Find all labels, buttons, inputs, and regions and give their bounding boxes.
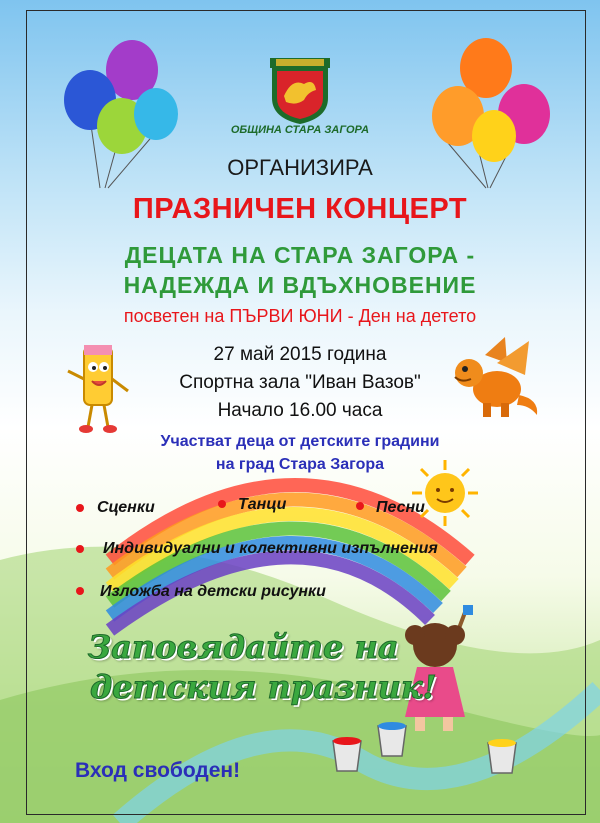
event-start-time: Начало 16.00 часа xyxy=(217,400,383,421)
welcome-line1: Заповядайте на xyxy=(88,628,399,666)
participants-line2: на град Стара Загора xyxy=(215,456,385,473)
program-item: Индивидуални и колективни изпълнения xyxy=(103,540,438,557)
free-entry-label: Вход свободен! xyxy=(75,759,241,782)
program-item: Танци xyxy=(238,496,287,513)
paint-bucket-icon xyxy=(327,733,367,773)
organization-name: ОБЩИНА СТАРА ЗАГОРА xyxy=(230,124,370,136)
crest-icon xyxy=(268,56,332,126)
participants-line1: Участват деца от детските градини xyxy=(160,433,440,450)
event-dedication: посветен на ПЪРВИ ЮНИ - Ден на детето xyxy=(123,306,477,326)
program-item: Сценки xyxy=(97,499,155,516)
welcome-line2: детския празник! xyxy=(90,668,437,706)
event-subtitle-line1: ДЕЦАТА НА СТАРА ЗАГОРА - xyxy=(124,242,476,268)
event-venue: Спортна зала "Иван Вазов" xyxy=(179,372,421,393)
bullet-icon xyxy=(218,500,226,508)
event-date: 27 май 2015 година xyxy=(213,344,387,365)
bullet-icon xyxy=(356,502,364,510)
program-item: Изложба на детски рисунки xyxy=(100,583,326,600)
event-subtitle-line2: НАДЕЖДА И ВДЪХНОВЕНИЕ xyxy=(123,272,477,298)
bullet-icon xyxy=(76,504,84,512)
paint-bucket-icon xyxy=(482,735,522,775)
bullet-icon xyxy=(76,545,84,553)
paint-bucket-icon xyxy=(372,718,412,758)
organizes-label: ОРГАНИЗИРА xyxy=(227,155,373,180)
event-title: ПРАЗНИЧЕН КОНЦЕРТ xyxy=(132,193,468,225)
program-item: Песни xyxy=(376,499,425,516)
bullet-icon xyxy=(76,587,84,595)
